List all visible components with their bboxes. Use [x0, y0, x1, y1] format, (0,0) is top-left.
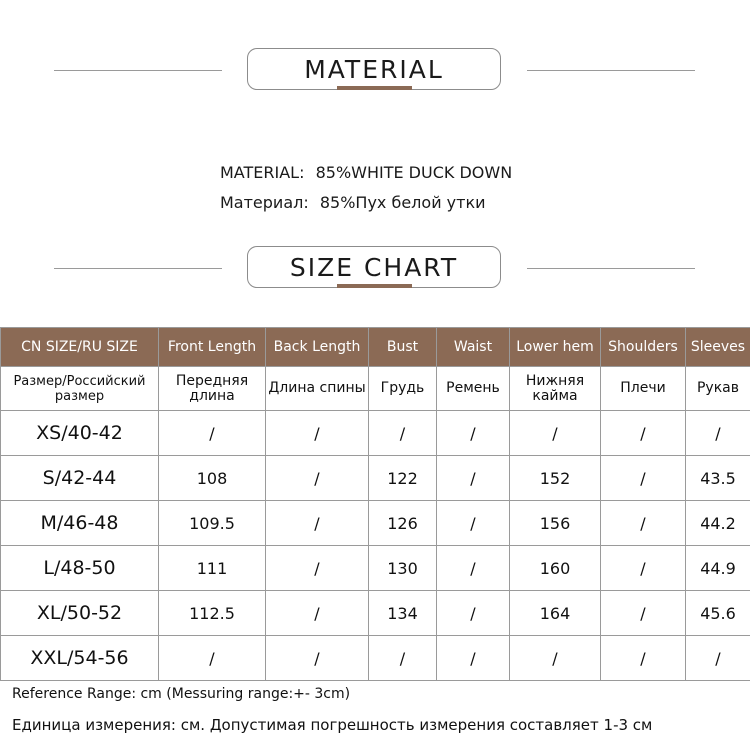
- size-cell: XS/40-42: [1, 411, 159, 456]
- material-title: MATERIAL: [247, 48, 501, 90]
- divider-line-right: [527, 268, 695, 269]
- column-header-en: Waist: [437, 328, 510, 367]
- column-header-en: Bust: [369, 328, 437, 367]
- measurement-cell: 44.9: [686, 546, 750, 591]
- measurement-cell: /: [437, 456, 510, 501]
- table-row: [1, 501, 750, 546]
- measurement-cell: /: [437, 411, 510, 456]
- material-section-header: [0, 48, 750, 94]
- measurement-cell: 160: [510, 546, 601, 591]
- material-label-ru: Материал:: [220, 193, 309, 212]
- size-cell: S/42-44: [1, 456, 159, 501]
- material-row-ru: [220, 188, 512, 218]
- column-header-ru: Рукав: [686, 367, 750, 411]
- column-header-en: Lower hem: [510, 328, 601, 367]
- table-body: [1, 411, 750, 681]
- column-header-en: Front Length: [159, 328, 266, 367]
- measurement-cell: /: [510, 411, 601, 456]
- column-header-ru: Нижняя кайма: [510, 367, 601, 411]
- measurement-cell: 152: [510, 456, 601, 501]
- column-header-ru: Передняя длина: [159, 367, 266, 411]
- size-chart-section-header: [0, 246, 750, 292]
- measurement-cell: /: [510, 636, 601, 681]
- measurement-cell: /: [601, 501, 686, 546]
- table-row: [1, 456, 750, 501]
- measurement-cell: /: [266, 546, 369, 591]
- column-header-ru: Длина спины: [266, 367, 369, 411]
- divider-line-left: [54, 268, 222, 269]
- measurement-cell: 164: [510, 591, 601, 636]
- material-value-en: 85%WHITE DUCK DOWN: [315, 163, 513, 182]
- measurement-cell: /: [437, 591, 510, 636]
- measurement-cell: /: [437, 636, 510, 681]
- measurement-cell: 156: [510, 501, 601, 546]
- measurement-cell: 134: [369, 591, 437, 636]
- measurement-cell: 108: [159, 456, 266, 501]
- measurement-cell: 122: [369, 456, 437, 501]
- measurement-cell: /: [159, 636, 266, 681]
- measurement-cell: 43.5: [686, 456, 750, 501]
- measurement-cell: /: [369, 411, 437, 456]
- measurement-cell: 44.2: [686, 501, 750, 546]
- measurement-cell: /: [369, 636, 437, 681]
- measurement-cell: /: [601, 546, 686, 591]
- material-value-ru: 85%Пух белой утки: [319, 193, 486, 212]
- measurement-cell: /: [159, 411, 266, 456]
- table-row: [1, 591, 750, 636]
- size-cell: L/48-50: [1, 546, 159, 591]
- measurement-note-ru: Единица измерения: см. Допустимая погрешность измерения составляет 1-3 см: [12, 716, 653, 734]
- measurement-cell: /: [601, 591, 686, 636]
- measurement-cell: 111: [159, 546, 266, 591]
- column-header-ru: Грудь: [369, 367, 437, 411]
- material-info: [220, 158, 512, 218]
- title-accent-bar: [337, 284, 412, 288]
- table-row: [1, 636, 750, 681]
- table-row: [1, 411, 750, 456]
- measurement-cell: 112.5: [159, 591, 266, 636]
- table-row: [1, 546, 750, 591]
- measurement-cell: /: [601, 636, 686, 681]
- column-header-en: Sleeves: [686, 328, 750, 367]
- material-label-en: MATERIAL:: [220, 163, 305, 182]
- measurement-cell: /: [266, 591, 369, 636]
- table-header-row-ru: [1, 367, 750, 411]
- size-cell: XL/50-52: [1, 591, 159, 636]
- measurement-cell: /: [437, 501, 510, 546]
- measurement-cell: /: [266, 636, 369, 681]
- column-header-ru: Размер/Российский размер: [1, 367, 159, 411]
- measurement-cell: /: [686, 636, 750, 681]
- measurement-cell: /: [266, 456, 369, 501]
- column-header-ru: Ремень: [437, 367, 510, 411]
- column-header-en: Shoulders: [601, 328, 686, 367]
- measurement-cell: /: [686, 411, 750, 456]
- measurement-cell: /: [601, 411, 686, 456]
- title-accent-bar: [337, 86, 412, 90]
- size-cell: XXL/54-56: [1, 636, 159, 681]
- divider-line-left: [54, 70, 222, 71]
- size-chart-title: SIZE CHART: [247, 246, 501, 288]
- measurement-cell: /: [266, 501, 369, 546]
- material-row-en: [220, 158, 512, 188]
- size-chart-table: [0, 327, 750, 681]
- column-header-en: Back Length: [266, 328, 369, 367]
- measurement-cell: /: [437, 546, 510, 591]
- divider-line-right: [527, 70, 695, 71]
- measurement-cell: 130: [369, 546, 437, 591]
- measurement-cell: /: [266, 411, 369, 456]
- size-cell: M/46-48: [1, 501, 159, 546]
- column-header-ru: Плечи: [601, 367, 686, 411]
- measurement-cell: 45.6: [686, 591, 750, 636]
- measurement-cell: 109.5: [159, 501, 266, 546]
- reference-range-note: Reference Range: cm (Messuring range:+- 3cm): [12, 686, 351, 702]
- measurement-cell: /: [601, 456, 686, 501]
- measurement-cell: 126: [369, 501, 437, 546]
- table-header-row-en: [1, 328, 750, 367]
- column-header-en: CN SIZE/RU SIZE: [1, 328, 159, 367]
